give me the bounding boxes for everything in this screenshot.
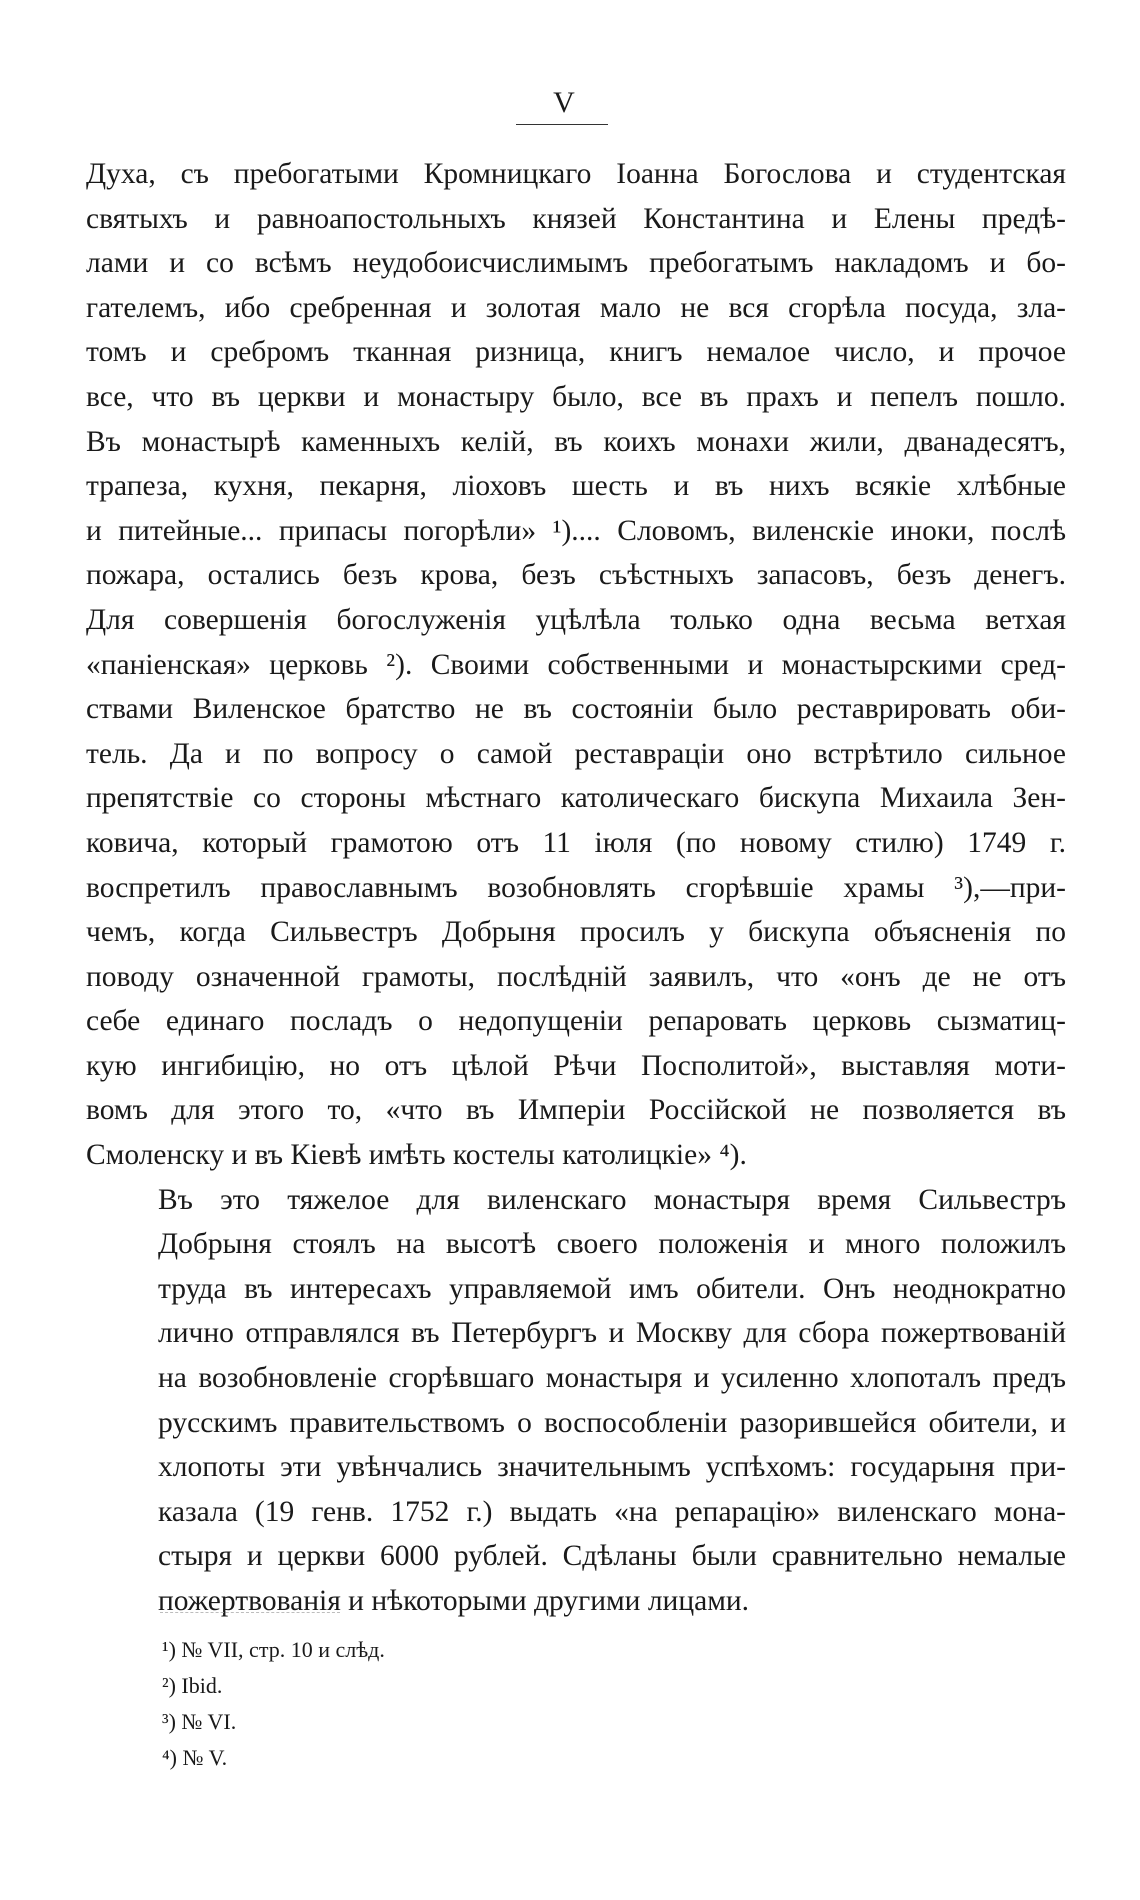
header-rule [516,124,608,125]
text-line: томъ и сребромъ тканная ризница, книгъ немалое число, и прочое [86,336,1066,369]
text-line: казала (19 генв. 1752 г.) выдать «на репарацію» виленскаго мона- [158,1495,1066,1528]
text-line: пожертвованія и нѣкоторыми другими лицами. [158,1585,750,1617]
text-line: русскимъ правительствомъ о воспособленіи разорившейся обители, и [158,1406,1066,1439]
text-line: «паніенская» церковь ²). Своими собственными и монастырскими сред- [86,648,1066,681]
footnote-4: ⁴) № V. [162,1745,228,1770]
text-line: чемъ, когда Сильвестръ Добрыня просилъ у бискупа объясненія по [86,916,1066,949]
text-line: пожара, остались безъ крова, безъ съѣстныхъ запасовъ, безъ денегъ. [86,559,1066,592]
paragraph-2 [86,1178,1066,1624]
text-line: гателемъ, ибо сребренная и золотая мало не вся сгорѣла посуда, зла- [86,291,1066,324]
text-line: себе единаго посладъ о недопущеніи репаровать церковь сызматиц- [86,1005,1066,1038]
text-line: поводу означенной грамоты, послѣдній заявилъ, что «онъ де не отъ [86,960,1066,993]
text-line: ковича, который грамотою отъ 11 іюля (по новому стилю) 1749 г. [86,826,1066,859]
text-line: Въ монастырѣ каменныхъ келій, въ коихъ монахи жили, дванадесятъ, [86,425,1066,458]
text-line: Смоленску и въ Кіевѣ имѣть костелы католицкіе» ⁴). [86,1139,747,1172]
text-line: Для совершенія богослуженія уцѣлѣла только одна весьма ветхая [86,603,1066,636]
text-line: Добрыня стоялъ на высотѣ своего положенія и много положилъ [158,1228,1066,1261]
text-line: препятствіе со стороны мѣстнаго католическаго бискупа Михаила Зен- [86,782,1066,815]
text-line: святыхъ и равноапостольныхъ князей Константина и Елены предѣ- [86,202,1066,235]
text-line: тель. Да и по вопросу о самой реставраціи оно встрѣтило сильное [86,737,1066,770]
text-line: и питейные... припасы погорѣли» ¹).... Словомъ, виленскіе иноки, послѣ [86,514,1066,547]
footnotes [162,1632,762,1776]
body-text [86,152,1066,1624]
footnote-2: ²) Ibid. [162,1673,223,1698]
text-line: все, что въ церкви и монастыру было, все въ прахъ и пепелъ пошло. [86,380,1066,413]
text-line: ствами Виленское братство не въ состояніи было реставрировать оби- [86,693,1066,726]
text-line: лами и со всѣмъ неудобоисчислимымъ пребогатымъ накладомъ и бо- [86,247,1066,280]
text-line: лично отправлялся въ Петербургъ и Москву для сбора пожертвованій [158,1317,1066,1350]
text-line: вомъ для этого то, «что въ Имперіи Россійской не позволяется въ [86,1094,1066,1127]
text-line: хлопоты эти увѣнчались значительнымъ успѣхомъ: государыня при- [158,1451,1066,1484]
footnote-3: ³) № VI. [162,1709,237,1734]
paragraph-1 [86,152,1066,1178]
text-line: кую ингибицію, но отъ цѣлой Рѣчи Посполитой», выставляя моти- [86,1049,1066,1082]
footnote-separator [160,1612,340,1613]
text-line: Духа, съ пребогатыми Кромницкаго Іоанна Богослова и студентская [86,158,1066,190]
text-line: на возобновленіе сгорѣвшаго монастыря и усиленно хлопоталъ предъ [158,1362,1066,1395]
text-line: трапеза, кухня, пекарня, ліоховъ шесть и въ нихъ всякіе хлѣбные [86,470,1066,503]
text-line: стыря и церкви 6000 рублей. Сдѣланы были сравнительно немалые [158,1540,1066,1573]
page-number: V [553,86,575,119]
footnote-1: ¹) № VII, стр. 10 и слѣд. [162,1637,385,1662]
text-line: воспретилъ православнымъ возобновлять сгорѣвшіе храмы ³),—при- [86,871,1066,904]
text-line: труда въ интересахъ управляемой имъ обители. Онъ неоднократно [158,1272,1066,1305]
text-line: Въ это тяжелое для виленскаго монастыря время Сильвестръ [158,1183,1066,1216]
